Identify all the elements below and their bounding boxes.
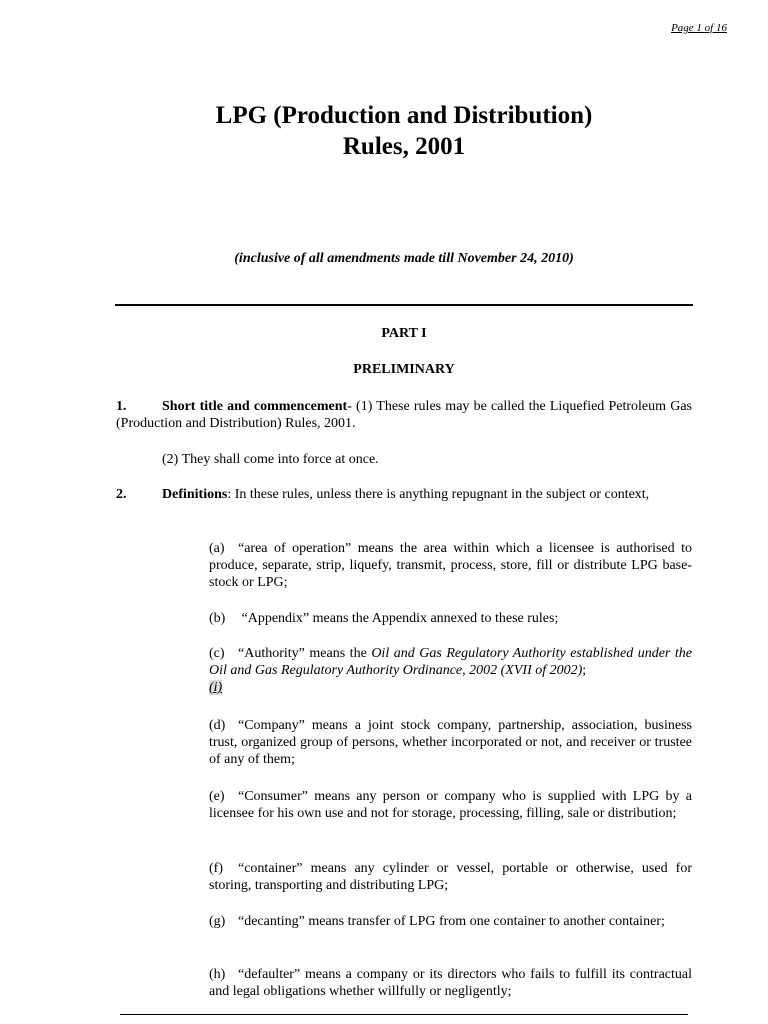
definition-label: (c) <box>209 646 225 661</box>
title-line-2: Rules, 2001 <box>342 133 466 160</box>
page-number: Page 1 of 16 <box>671 22 727 34</box>
section-2-text: : In these rules, unless there is anything repugnant in the subject or context, <box>227 487 650 502</box>
definition-label: (b) <box>209 611 226 626</box>
part-title: PRELIMINARY <box>353 362 455 377</box>
definition-text: “decanting” means transfer of LPG from one container to another container; <box>238 914 665 929</box>
document-subtitle: (inclusive of all amendments made till November 24, 2010) <box>234 251 574 266</box>
definition-text-tail: ; <box>582 663 587 678</box>
definition-text: “Company” means a joint stock company, partnership, association, business trust, organized group of persons, whether incorporated or not, and receiver or trustee of any of them; <box>209 718 692 767</box>
definition-label: (d) <box>209 718 226 733</box>
definition-label: (g) <box>209 914 226 929</box>
section-1-text: - (1) These rules may be called the Liquefied Petroleum Gas (Production and Distribution) Rules, 2001. <box>116 399 692 431</box>
section-1-number: 1. <box>116 399 127 414</box>
definition-text-italic: Oil and Gas Regulatory Authority established under the Oil and Gas Regulatory Authority Ordinance, 2002 (XVII of 2002) <box>209 646 692 678</box>
document-title <box>0 100 768 162</box>
definition-b <box>209 610 692 627</box>
section-2 <box>116 486 692 503</box>
definition-text: “Consumer” means any person or company who is supplied with LPG by a licensee for his own use and not for storage, processing, filling, sale or distribution; <box>209 789 692 821</box>
definition-label: (f) <box>209 861 223 876</box>
section-2-heading: Definitions <box>162 487 228 502</box>
amendment-note-link[interactable]: (i) <box>209 680 223 695</box>
section-2-number: 2. <box>116 487 127 502</box>
definition-label: (e) <box>209 789 225 804</box>
definition-label: (a) <box>209 541 225 556</box>
definition-text: “Authority” means the <box>238 646 372 661</box>
definition-text: “Appendix” means the Appendix annexed to these rules; <box>238 611 559 626</box>
definition-h <box>209 966 692 1000</box>
definition-a <box>209 540 692 591</box>
section-1 <box>116 398 692 432</box>
definition-text: “area of operation” means the area within which a licensee is authorised to produce, separate, strip, liquefy, transmit, process, store, fill or distribute LPG base-stock or LPG; <box>209 541 692 590</box>
title-divider <box>115 304 693 306</box>
definition-c <box>209 645 692 696</box>
definition-text: “defaulter” means a company or its directors who fails to fulfill its contractual and legal obligations whether willfully or negligently; <box>209 967 692 999</box>
title-line-1: LPG (Production and Distribution) <box>215 102 593 129</box>
definition-label: (h) <box>209 967 226 982</box>
definition-text: “container” means any cylinder or vessel, portable or otherwise, used for storing, transporting and distributing LPG; <box>209 861 692 893</box>
definition-f <box>209 860 692 894</box>
part-heading: PART I <box>381 326 427 341</box>
definition-g <box>209 913 692 930</box>
section-1-heading: Short title and commencement <box>162 399 348 414</box>
definition-e <box>209 788 692 822</box>
definition-d <box>209 717 692 768</box>
footer-divider <box>120 1014 688 1015</box>
section-1-subclause-2: (2) They shall come into force at once. <box>162 452 379 467</box>
